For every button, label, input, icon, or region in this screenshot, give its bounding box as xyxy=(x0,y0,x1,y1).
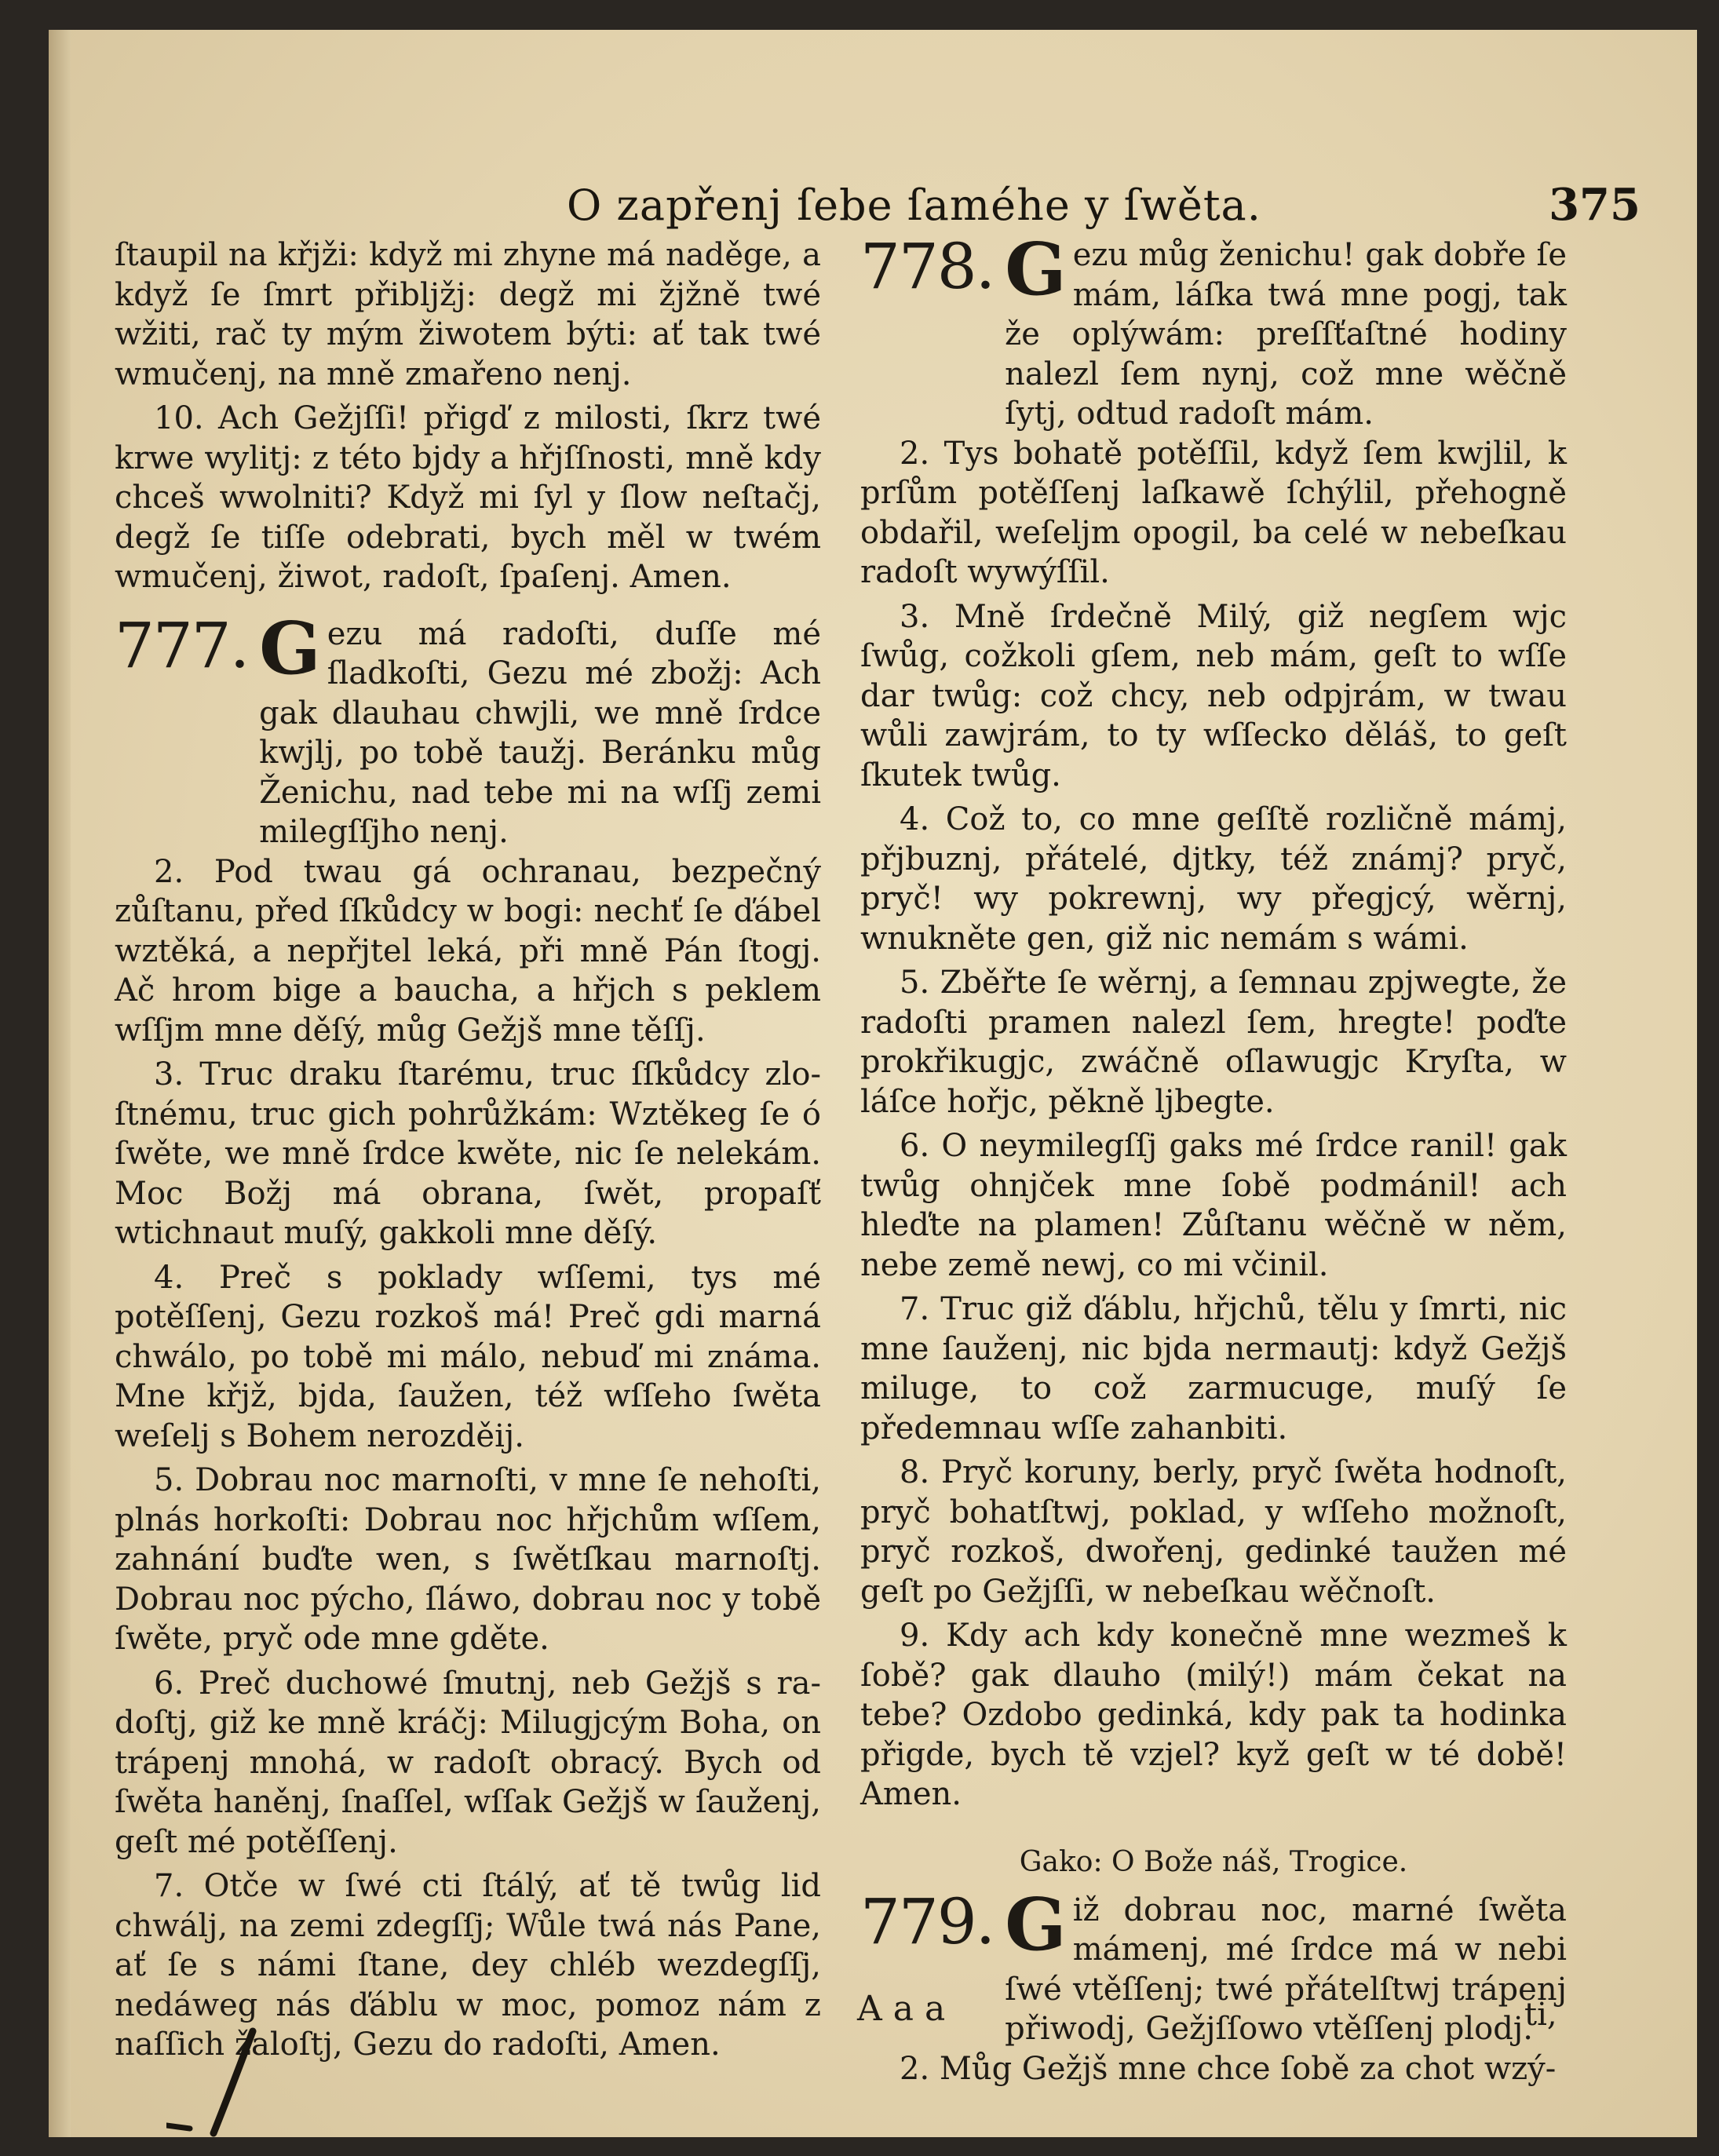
hymn-number: 777. xyxy=(115,608,249,682)
running-head: O zapřenj ſebe ſaméhe y ſwěta. xyxy=(567,181,1261,230)
page-gutter xyxy=(49,30,71,2137)
tune-line: Gako: O Bože náš, Trogice. xyxy=(1019,1845,1408,1878)
hymn-778-heading xyxy=(860,227,1567,434)
hymn-777-heading xyxy=(115,605,821,852)
verse: 8. Pryč koruny, berly, pryč ſwěta hodnoſt, pryč bohatſtwj, poklad, y wſſeho možnoſt, pryč rozkoš, dwořenj, gedinké taužen mé geſt po Gežjſſi, w nebeſkau wěčnoſt. xyxy=(860,1454,1567,1610)
signature-mark: A a a xyxy=(857,1989,946,2029)
verse-10: 10. Ach Gežjſſi! přigď z milosti, ſkrz twé krwe wylitj: z této bjdy a hřjſſnosti, mně kdy chceš wwolniti? Když mi ſyl y ſlow neſtačj, degž ſe tiſſe odebrati, bych měl w twém wmučenj, žiwot, radoſt, ſpaſenj. Amen. xyxy=(115,400,821,595)
verse: 2. Pod twau gá ochranau, bezpečný zůſtanu, před ſſkůdcy w bogi: nechť ſe ďábel wztěká, a nepřjtel leká, při mně Pán ſtogj. Ač hrom bige a baucha, a hřjch s peklem wſſjm mne děſý, můg Gežjš mne těſſj. xyxy=(115,853,821,1049)
dropcap-initial: G xyxy=(1005,227,1067,312)
verse: 6. Preč duchowé ſmutnj, neb Gežjš s ra-doſtj, giž ke mně kráčj: Milugjcým Boha, on trápenj mnohá, w radoſt obracý. Bych od ſwěta haněnj, ſnaſſel, wſſak Gežjš w ſauženj, geſt mé potěſſenj. xyxy=(115,1665,821,1860)
ink-mark-icon xyxy=(166,2023,292,2149)
verse: 2. Tys bohatě potěſſil, když ſem kwjlil, k prſům potěſſenj laſkawě ſchýlil, přehogně obdařil, weſeljm opogil, ba celé w nebeſkau radoſt wywýſſil. xyxy=(860,435,1567,590)
hymn-number: 778. xyxy=(860,230,995,303)
hymn-opening xyxy=(1005,1881,1567,2049)
verse: 2. Můg Gežjš mne chce ſobě za chot wzý- xyxy=(900,2050,1557,2087)
verse: 6. O neymilegſſj gaks mé ſrdce ranil! gak twůg ohnjček mne ſobě podmánil! ach hleďte na plamen! Zůſtanu wěčně w něm, nebe země newj, co mi včinil. xyxy=(860,1128,1567,1283)
left-column xyxy=(115,235,821,2070)
hymn-number: 779. xyxy=(860,1884,995,1958)
hymn-opening-text: iž dobrau noc, marné ſwěta mámenj, mé ſrdce má w nebi ſwé vtěſſenj; twé přátelſtwj trápenj přiwodj, Gežjſſowo vtěſſenj plodj. xyxy=(1005,1892,1567,2047)
catchword: ti, xyxy=(1524,1997,1557,2033)
hymn-opening-text: ezu má radoſti, duſſe mé ſladkoſti, Gezu mé zbožj: Ach gak dlauhau chwjli, we mně ſrdce kwjlj, po tobě taužj. Beránku můg Ženichu, nad tebe mi na wſſj zemi milegſſjho nenj. xyxy=(259,615,821,850)
hymn-779-heading xyxy=(860,1881,1567,2049)
verse: 7. Truc giž ďáblu, hřjchů, tělu y ſmrti, nic mne ſauženj, nic bjda nermautj: když Gežjš miluge, to což zarmucuge, muſý ſe předemnau wſſe zahanbiti. xyxy=(860,1291,1567,1446)
verse: 5. Zběřte ſe wěrnj, a ſemnau zpjwegte, že radoſti pramen nalezl ſem, hregte! poďte prokřikugjc, zwáčně oſlawugjc Kryſta, w láſce hořjc, pěkně ljbegte. xyxy=(860,965,1567,1120)
verse: 5. Dobrau noc marnoſti, v mne ſe nehoſti, plnás horkoſti: Dobrau noc hřjchům wſſem, zahnání buďte wen, s ſwětſkau marnoſtj. Dobrau noc pýcho, ſláwo, dobrau noc y tobě ſwěte, pryč ode mne gděte. xyxy=(115,1462,821,1657)
verse: 3. Truc draku ſtarému, truc ſſkůdcy zlo-ſtnému, truc gich pohrůžkám: Wztěkeg ſe ó ſwěte, we mně ſrdce kwěte, nic ſe nelekám. Moc Božj má obrana, ſwět, propaſť wtichnaut muſý, gakkoli mne děſý. xyxy=(115,1056,821,1251)
verse: 3. Mně ſrdečně Milý, giž negſem wjc ſwůg, cožkoli gſem, neb mám, geſt to wſſe dar twůg: což chcy, neb odpjrám, w twau wůli zawjrám, to ty wſſecko děláš, to geſt ſkutek twůg. xyxy=(860,598,1567,793)
continuation-paragraph: ſtaupil na křjži: když mi zhyne má naděge, a když ſe ſmrt přibljžj: degž mi žjžně twé wžiti, rač ty mým žiwotem býti: ať tak twé wmučenj, na mně zmařeno nenj. xyxy=(115,237,821,392)
dropcap-initial: G xyxy=(1005,1881,1067,1967)
hymn-opening xyxy=(259,605,821,852)
verse: 4. Což to, co mne geſſtě rozličně mámj, přjbuznj, přátelé, djtky, též známj? pryč, pryč! wy pokrewnj, wy přegjcý, wěrnj, wnukněte gen, giž nic nemám s wámi. xyxy=(860,801,1567,957)
right-column xyxy=(860,227,1567,2093)
hymn-opening-text: ezu můg ženichu! gak dobře ſe mám, láſka twá mne pogj, tak že oplýwám: preſſťaſtné hodiny nalezl ſem nynj, což mne wěčně ſytj, odtud radoſt mám. xyxy=(1005,237,1567,432)
hymn-opening xyxy=(1005,227,1567,434)
book-page xyxy=(49,30,1697,2137)
page-number: 375 xyxy=(1549,179,1641,231)
verse: 7. Otče w ſwé cti ſtálý, ať tě twůg lid chwálj, na zemi zdegſſj; Wůle twá nás Pane, ať ſe s námi ſtane, dey chléb wezdegſſj, nedáweg nás ďáblu w moc, pomoz nám z naſſich žaloſtj, Gezu do radoſti, Amen. xyxy=(115,1868,821,2063)
verse: 4. Preč s poklady wſſemi, tys mé potěſſenj, Gezu rozkoš má! Preč gdi marná chwálo, po tobě mi málo, nebuď mi známa. Mne křjž, bjda, ſaužen, též wſſeho ſwěta weſelj s Bohem nerozděij. xyxy=(115,1259,821,1454)
dropcap-initial: G xyxy=(259,605,321,691)
verse: 9. Kdy ach kdy konečně mne wezmeš k ſobě? gak dlauho (milý!) mám čekat na tebe? Ozdobo gedinká, kdy pak ta hodinka přigde, bych tě vzjel? kyž geſt w té době! Amen. xyxy=(860,1618,1567,1812)
